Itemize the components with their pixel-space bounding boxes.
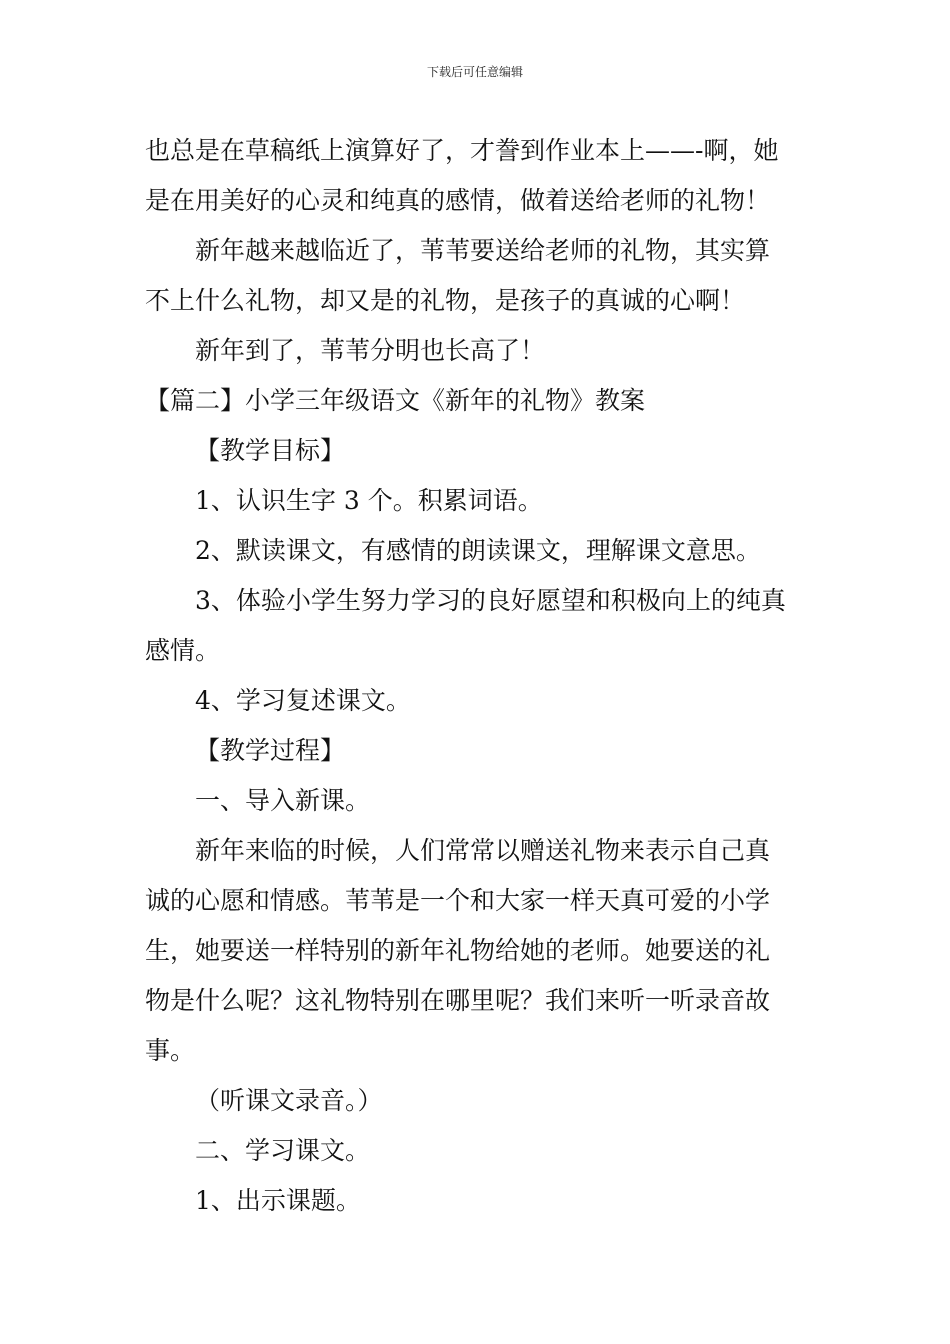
text-line: 【篇二】小学三年级语文《新年的礼物》教案 (145, 386, 646, 415)
text-line: 新年越来越临近了，苇苇要送给老师的礼物，其实算 (195, 236, 771, 265)
page-header: 下载后可任意编辑 (426, 65, 523, 79)
text-line: 1、认识生字 3 个。积累词语。 (195, 486, 543, 515)
document-body (145, 126, 810, 1226)
text-line: 2、默读课文，有感情的朗读课文，理解课文意思。 (195, 536, 761, 565)
text-line: 不上什么礼物，却又是的礼物，是孩子的真诚的心啊！ (145, 286, 746, 315)
text-line: 诚的心愿和情感。苇苇是一个和大家一样天真可爱的小学 (145, 886, 771, 915)
text-line: 是在用美好的心灵和纯真的感情，做着送给老师的礼物！ (145, 186, 771, 215)
text-line: 1、出示课题。 (195, 1186, 361, 1215)
text-line: 二、学习课文。 (195, 1136, 371, 1165)
text-line: 4、学习复述课文。 (195, 686, 411, 715)
text-line: 新年来临的时候，人们常常以赠送礼物来表示自己真 (195, 836, 771, 865)
text-line: 事。 (145, 1036, 196, 1065)
text-line: 感情。 (145, 636, 221, 665)
text-line: 生，她要送一样特别的新年礼物给她的老师。她要送的礼 (145, 936, 771, 965)
text-line: （听课文录音。） (195, 1086, 383, 1115)
text-line: 新年到了，苇苇分明也长高了！ (195, 336, 546, 365)
text-line: 物是什么呢？这礼物特别在哪里呢？我们来听一听录音故 (145, 986, 771, 1015)
text-line: 【教学过程】 (195, 736, 346, 765)
text-line: 【教学目标】 (195, 436, 346, 465)
text-line: 也总是在草稿纸上演算好了，才誊到作业本上——-啊，她 (145, 136, 779, 165)
text-line: 3、体验小学生努力学习的良好愿望和积极向上的纯真 (195, 586, 786, 615)
text-line: 一、导入新课。 (195, 786, 371, 815)
